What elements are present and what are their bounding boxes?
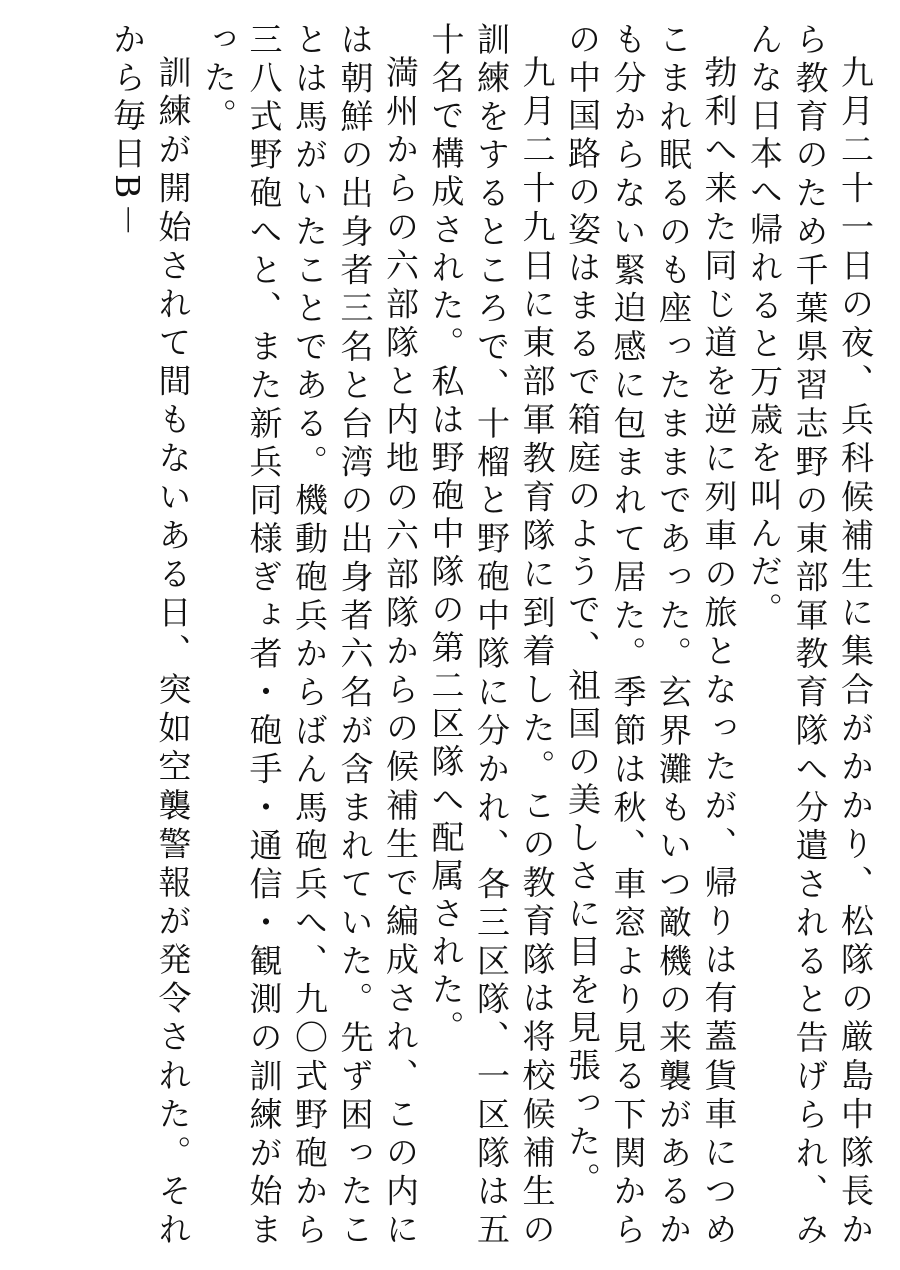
paragraph-3: 九月二十九日に東部軍教育隊に到着した。この教育隊は将校候補生の訓練をするところで、十榴と野砲中隊に分かれ、各三区隊、一区隊は五十名で構成された。私は野砲中隊の第二区隊へ配属された。 — [426, 22, 557, 1250]
paragraph-4: 満州からの六部隊と内地の六部隊からの候補生で編成され、この内には朝鮮の出身者三名と台湾の出身者六名が含まれていた。先ず困ったことは馬がいたことである。機動砲兵からばん馬砲兵へ、九〇式野砲から三八式野砲へと、また新兵同様ぎょ者・砲手・通信・観測の訓練が始まった。 — [199, 22, 420, 1250]
paragraph-2: 勃利へ来た同じ道を逆に列車の旅となったが、帰りは有蓋貨車につめこまれ眠るのも座ったままであった。玄界灘もいつ敵機の来襲があるかも分からない緊迫感に包まれて居た。季節は秋、車窓より見る下関からの中国路の姿はまるで箱庭のようで、祖国の美しさに目を見張った。 — [563, 22, 739, 1250]
paragraph-1: 九月二十一日の夜、兵科候補生に集合がかかり、松隊の厳島中隊長から教育のため千葉県習志野の東部軍教育隊へ分遣されると告げられ、みんな日本へ帰れると万歳を叫んだ。 — [745, 22, 875, 1250]
vertical-text-block — [105, 22, 879, 1250]
paragraph-5: 訓練が開始されて間もないある日、突如空襲警報が発令された。それから毎日B－ — [108, 22, 193, 1250]
